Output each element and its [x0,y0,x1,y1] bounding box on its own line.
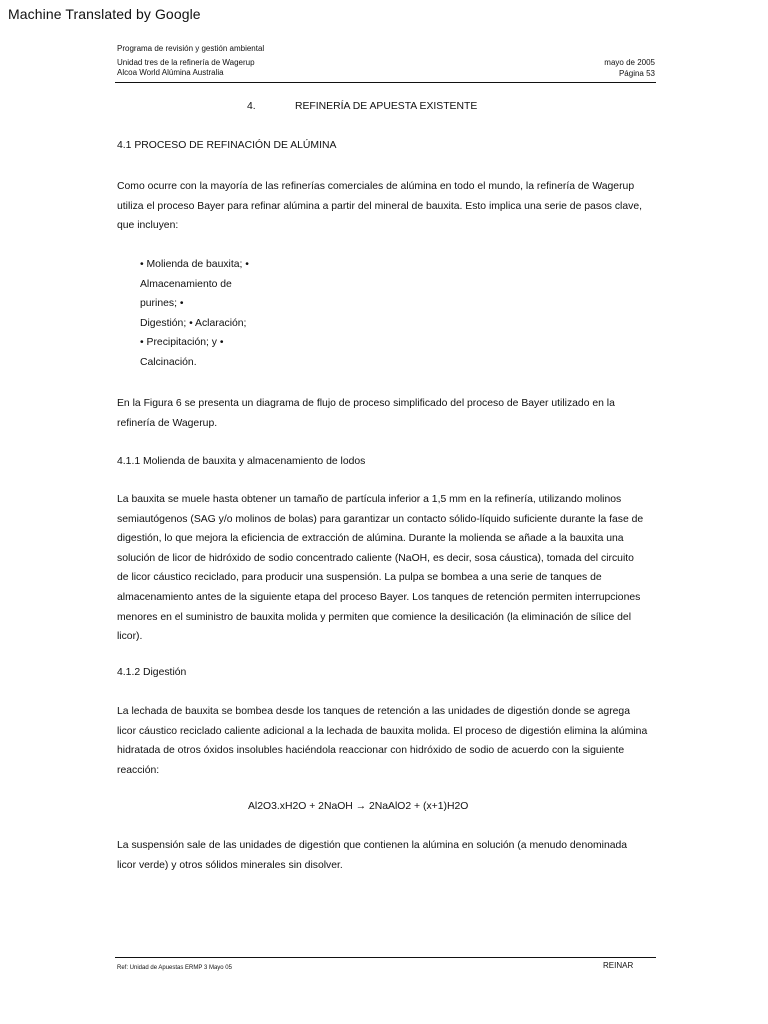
paragraph-line: refinería de Wagerup. [117,417,218,429]
closing-paragraph [117,836,657,875]
paragraph-line: menores en el suministro de bauxita molida y permiten que comience la desilicación (la eliminación de sílice del [117,611,632,623]
section-title: REFINERÍA DE APUESTA EXISTENTE [295,101,478,112]
list-item: Calcinación. [140,356,197,368]
intro-line: Como ocurre con la mayoría de las refinerías comerciales de alúmina en todo el mundo, la refinería de Wagerup [117,181,635,192]
paragraph-line: solución de licor de hidróxido de sodio concentrado caliente (NaOH, es decir, sosa cáustica), tomada del circuito [117,552,634,564]
header-page-number: Página 53 [618,69,655,78]
header-company: Alcoa World Alúmina Australia [117,68,224,77]
chemical-equation: Al2O3.xH2O + 2NaOH → 2NaAlO2 + (x+1)H2O [248,801,469,812]
paragraph-line: La suspensión sale de las unidades de digestión que contienen la alúmina en solución (a menudo denominada [117,840,628,851]
subsection-412-title: 4.1.2 Digestión [117,667,187,678]
header-date: mayo de 2005 [604,58,655,67]
list-item: • Molienda de bauxita; • [140,259,249,270]
list-item: Almacenamiento de [140,278,232,290]
intro-line: utiliza el proceso Bayer para refinar alúmina a partir del mineral de bauxita. Esto implica una serie de pasos clave, [117,200,642,212]
machine-translation-banner: Machine Translated by Google [8,6,201,22]
paragraph-line: digestión, lo que mejora la eficiencia de extracción de alúmina. Durante la molienda se añade a la bauxita una [117,533,624,545]
intro-line: que incluyen: [117,220,179,232]
paragraph-line: licor cáustico reciclado caliente adicional a la lechada de bauxita molida. El proceso de digestión elimina la alúmina [117,725,648,737]
paragraph-line: reacción: [117,764,160,776]
list-item: Digestión; • Aclaración; [140,317,247,329]
paragraph-line: La bauxita se muele hasta obtener un tamaño de partícula inferior a 1,5 mm en la refinería, utilizando molinos [117,494,622,505]
process-steps-list [140,255,300,373]
subsection-411-paragraph [117,490,657,647]
paragraph-line: licor verde) y otros sólidos minerales sin disolver. [117,859,343,871]
figure-reference-paragraph [117,394,657,433]
paragraph-line: La lechada de bauxita se bombea desde los tanques de retención a las unidades de digestión donde se agrega [117,706,630,717]
subsection-title: 4.1 PROCESO DE REFINACIÓN DE ALÚMINA [117,140,337,151]
paragraph-line: de licor cáustico reciclado, para producir una suspensión. La pulpa se bombea a una serie de tanques de [117,572,602,584]
header-unit-title: Unidad tres de la refinería de Wagerup [117,58,255,67]
paragraph-line: hidratada de otros óxidos insolubles haciéndola reaccionar con hidróxido de sodio de acuerdo con la siguiente [117,745,625,757]
footer-reference: Ref: Unidad de Apuestas ERMP 3 Mayo 05 [117,965,232,971]
subsection-412-paragraph [117,702,657,780]
section-number: 4. [247,101,256,112]
footer-rule [115,957,656,958]
header-rule [115,82,656,83]
footer-label: REINAR [603,961,634,970]
list-item: purines; • [140,298,184,310]
header-program-title: Programa de revisión y gestión ambiental [117,44,265,53]
paragraph-line: semiautógenos (SAG y/o molinos de bolas) para garantizar un contacto sólido-líquido suficiente durante la fase de [117,513,644,525]
paragraph-line: En la Figura 6 se presenta un diagrama de flujo de proceso simplificado del proceso de Bayer utilizado en la [117,398,615,409]
paragraph-line: licor). [117,631,143,643]
subsection-411-title: 4.1.1 Molienda de bauxita y almacenamiento de lodos [117,456,366,467]
intro-paragraph [117,177,657,236]
paragraph-line: almacenamiento antes de la siguiente etapa del proceso Bayer. Los tanques de retención permiten interrupciones [117,591,641,603]
list-item: • Precipitación; y • [140,337,224,349]
